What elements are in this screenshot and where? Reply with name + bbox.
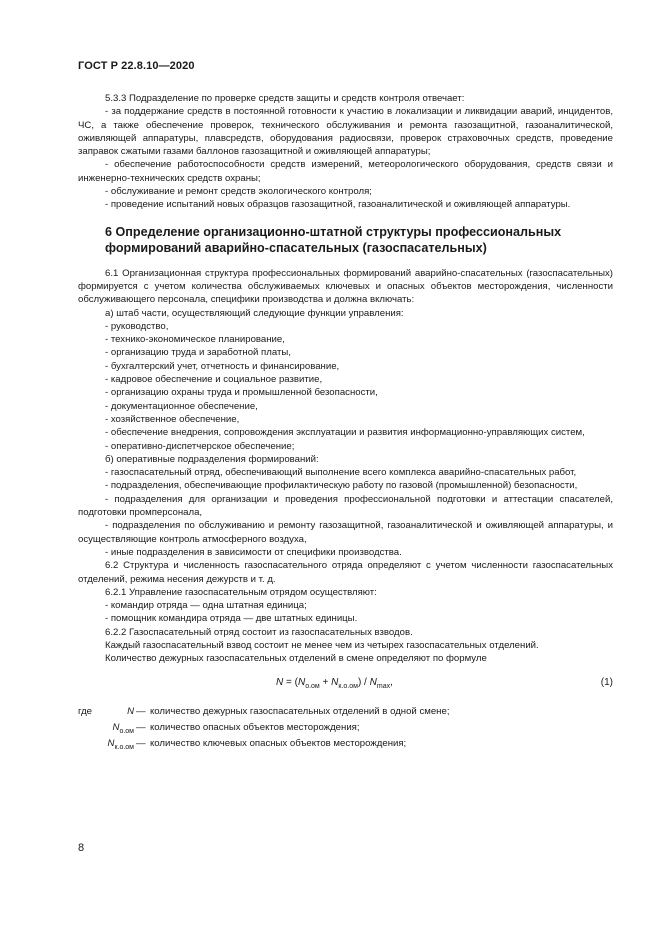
clause-6-2-1: 6.2.1 Управление газоспасательным отрядом осуществляют:: [105, 586, 377, 598]
legend-description: количество дежурных газоспасательных отделений в одной смене;: [150, 705, 450, 717]
legend-symbol: $N_{к.о.ом}$: [107, 737, 134, 751]
legend-symbol: $N_{о.ом}$: [112, 721, 134, 735]
legend-row: где N — количество дежурных газоспасательных отделений в одной смене;: [78, 704, 613, 720]
formula-expression: $N = (N_{о.ом} + N_{к.о.ом}) / N_{max}$,: [276, 676, 393, 690]
list-item: - подразделения для организации и проведения профессиональной подготовки и аттестации спасателей, подготовки промперсонала,: [78, 493, 613, 519]
clause-6-1: 6.1 Организационная структура профессиональных формирований аварийно-спасательных (газоспасательных) формируется с учетом количества обслуживаемых ключевых и опасных объектов месторождения, численности обслуживающего персонала, специфики производства и должна включать:: [78, 267, 613, 306]
paragraph: Количество дежурных газоспасательных отделений в смене определяют по формуле: [105, 653, 487, 665]
list-item: - подразделения по обслуживанию и ремонту газозащитной, газоаналитической и оживляющей аппаратуры, и осуществляющие контроль атмосферного воздуха,: [78, 520, 613, 545]
list-item: - кадровое обеспечение и социальное развитие,: [105, 374, 323, 386]
list-item: - документационное обеспечение,: [105, 400, 258, 412]
formula-number: (1): [600, 676, 613, 688]
legend-where-word: где: [78, 705, 93, 717]
legend-row: $N_{о.ом}$ — количество опасных объектов месторождения;: [78, 720, 613, 736]
document-body: [78, 92, 613, 752]
legend-description: количество ключевых опасных объектов месторождения;: [150, 737, 407, 749]
list-item: - руководство,: [105, 320, 169, 332]
list-item: - иные подразделения в зависимости от специфики производства.: [105, 546, 402, 558]
list-item: - организацию охраны труда и промышленной безопасности,: [105, 387, 378, 399]
list-item: - помощник командира отряда — две штатных единицы.: [105, 613, 358, 625]
page-number: 8: [78, 842, 85, 854]
list-item: - хозяйственное обеспечение,: [105, 413, 240, 425]
list-subheading: б) оперативные подразделения формирований:: [105, 453, 319, 465]
list-item: - технико-экономическое планирование,: [105, 334, 285, 346]
list-item: - оперативно-диспетчерское обеспечение;: [105, 440, 295, 452]
legend-description: количество опасных объектов месторождения;: [150, 721, 360, 733]
list-item: - бухгалтерский учет, отчетность и финансирование,: [105, 360, 340, 372]
legend-row: $N_{к.о.ом}$ — количество ключевых опасных объектов месторождения;: [78, 736, 613, 752]
list-item: - обеспечение внедрения, сопровождения эксплуатации и развития информационно-управляющих систем,: [105, 427, 585, 439]
document-header: ГОСТ Р 22.8.10—2020: [78, 60, 195, 72]
list-subheading: а) штаб части, осуществляющий следующие функции управления:: [105, 307, 404, 319]
list-item: - организацию труда и заработной платы,: [105, 347, 291, 359]
clause-6-2: 6.2 Структура и численность газоспасательного отряда определяют с учетом численности газоспасательных отделений, режима несения дежурств и т. д.: [78, 560, 613, 585]
list-item: - проведение испытаний новых образцов газозащитной, газоаналитической и оживляющей аппаратуры.: [105, 199, 571, 211]
list-item: - подразделения, обеспечивающие профилактическую работу по газовой (промышленной) безопасности,: [105, 480, 578, 492]
list-item: - газоспасательный отряд, обеспечивающий выполнение всего комплекса аварийно-спасательных работ,: [105, 467, 577, 479]
formula-legend: [78, 704, 613, 752]
section-heading: 6 Определение организационно-штатной структуры профессиональных формирований аварийно-спасательных (газоспасательных): [105, 224, 562, 255]
legend-symbol: N: [127, 705, 134, 717]
clause-5-3-3: 5.3.3 Подразделение по проверке средств защиты и средств контроля отвечает:: [105, 93, 465, 104]
clause-6-2-2: 6.2.2 Газоспасательный отряд состоит из газоспасательных взводов.: [105, 626, 413, 638]
paragraph: Каждый газоспасательный взвод состоит не менее чем из четырех газоспасательных отделений.: [105, 639, 539, 651]
formula-1: [78, 674, 613, 692]
list-item: - обеспечение работоспособности средств измерений, метеорологического оборудования, средств связи и инженерно-технических средств охраны;: [78, 159, 613, 184]
list-item: - командир отряда — одна штатная единица;: [105, 600, 307, 612]
list-item: - обслуживание и ремонт средств экологического контроля;: [105, 186, 372, 198]
list-item: - за поддержание средств в постоянной готовности к участию в локализации и ликвидации аварий, инцидентов, ЧС, а также обеспечение проверок, технического обслуживания и ремонта газозащитной, газоаналитической, оживляющей аппаратуры, плавсредств, оборудования радиосвязи, проверок страховочных средств, проведение заправок сжатыми газами баллонов газозащитной и оживляющей аппаратуры;: [78, 106, 613, 158]
